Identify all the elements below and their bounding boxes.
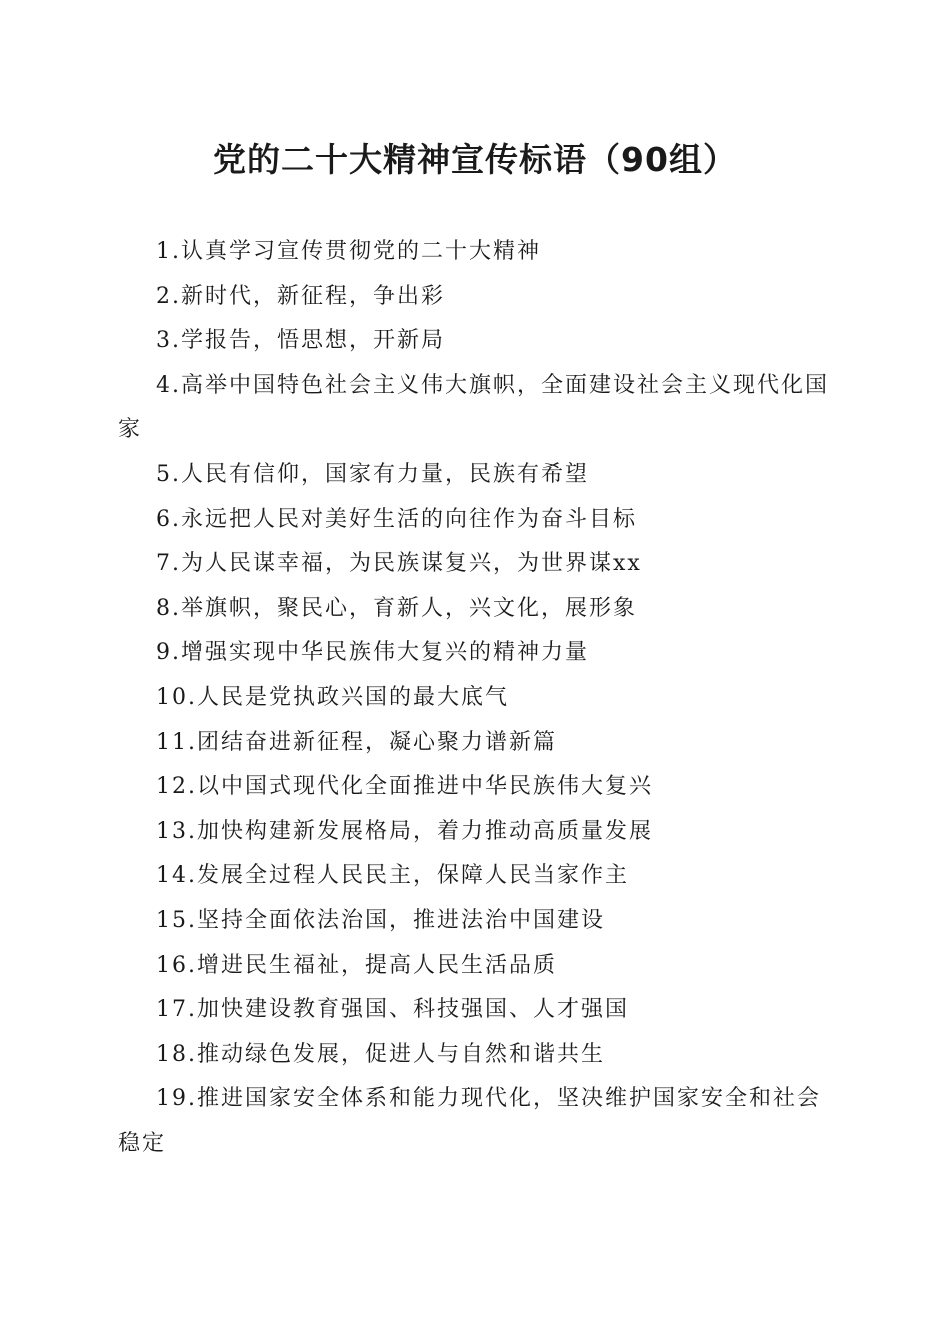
slogan-item: 7.为人民谋幸福，为民族谋复兴，为世界谋xx	[156, 551, 642, 577]
slogan-item: 9.增强实现中华民族伟大复兴的精神力量	[156, 640, 589, 666]
slogan-item: 14.发展全过程人民民主，保障人民当家作主	[156, 863, 629, 889]
slogan-item: 5.人民有信仰，国家有力量，民族有希望	[156, 461, 589, 487]
slogan-list	[118, 230, 838, 1166]
slogan-item: 1.认真学习宣传贯彻党的二十大精神	[156, 239, 541, 264]
slogan-item: 18.推动绿色发展，促进人与自然和谐共生	[156, 1041, 605, 1067]
slogan-item: 17.加快建设教育强国、科技强国、人才强国	[156, 997, 629, 1023]
document-title: 党的二十大精神宣传标语（90组）	[213, 140, 737, 179]
slogan-item: 16.增进民生福祉，提高人民生活品质	[156, 952, 557, 978]
slogan-item: 6.永远把人民对美好生活的向往作为奋斗目标	[156, 506, 637, 532]
slogan-item: 12.以中国式现代化全面推进中华民族伟大复兴	[156, 774, 653, 800]
slogan-item: 8.举旗帜，聚民心，育新人，兴文化，展形象	[156, 595, 637, 621]
slogan-item: 3.学报告，悟思想，开新局	[156, 328, 445, 354]
slogan-item: 4.高举中国特色社会主义伟大旗帜，全面建设社会主义现代化国家	[118, 372, 829, 443]
slogan-item: 2.新时代，新征程，争出彩	[156, 283, 445, 309]
slogan-item: 13.加快构建新发展格局，着力推动高质量发展	[156, 818, 653, 844]
slogan-item: 10.人民是党执政兴国的最大底气	[156, 684, 509, 710]
slogan-item: 19.推进国家安全体系和能力现代化，坚决维护国家安全和社会稳定	[118, 1086, 821, 1156]
slogan-item: 11.团结奋进新征程，凝心聚力谱新篇	[156, 729, 557, 755]
slogan-item: 15.坚持全面依法治国，推进法治中国建设	[156, 907, 605, 933]
